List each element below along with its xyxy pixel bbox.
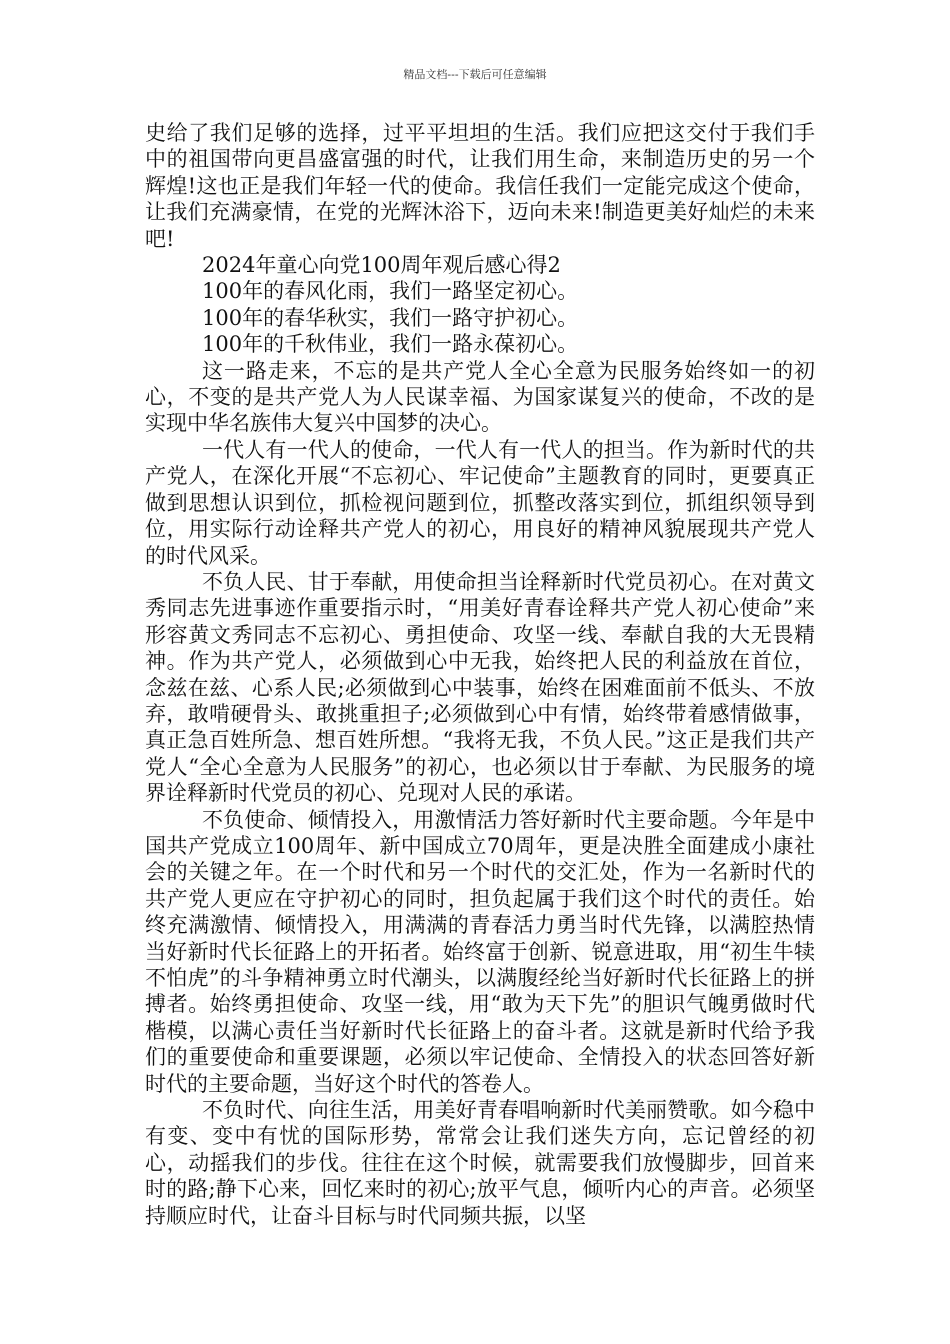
paragraph: 不负人民、甘于奉献，用使命担当诠释新时代党员初心。在对黄文秀同志先进事迹作重要指示时，“用美好青春诠释共产党人初心使命”来形容黄文秀同志不忘初心、勇担使命、攻坚一线、奉献自我的大无畏精神。作为共产党人，必须做到心中无我，始终把人民的利益放在首位，念兹在兹、心系人民;必须做到心中装事，始终在困难面前不低头、不放弃，敢啃硬骨头、敢挑重担子;必须做到心中有情，始终带着感情做事，真正急百姓所急、想百姓所想。“我将无我，不负人民。”这正是我们共产党人“全心全意为人民服务”的初心，也必须以甘于奉献、为民服务的境界诠释新时代党员的初心、兑现对人民的承诺。 [145,569,815,806]
page-header: 精品文档---下载后可任意编辑 [403,68,547,81]
paragraph: 100年的千秋伟业，我们一路永葆初心。 [202,332,579,357]
paragraph: 100年的春风化雨，我们一路坚定初心。 [202,279,579,304]
paragraph: 100年的春华秋实，我们一路守护初心。 [202,305,579,330]
document-body [145,120,815,1229]
paragraph: 一代人有一代人的使命，一代人有一代人的担当。作为新时代的共产党人，在深化开展“不忘初心、牢记使命”主题教育的同时，更要真正做到思想认识到位，抓检视问题到位，抓整改落实到位，抓组织领导到位，用实际行动诠释共产党人的初心，用良好的精神风貌展现共产党人的时代风采。 [145,437,815,568]
paragraph: 不负使命、倾情投入，用激情活力答好新时代主要命题。今年是中国共产党成立100周年、新中国成立70周年，更是决胜全面建成小康社会的关键之年。在一个时代和另一个时代的交汇处，作为一名新时代的共产党人更应在守护初心的同时，担负起属于我们这个时代的责任。始终充满激情、倾情投入，用满满的青春活力勇当时代先锋，以满腔热情当好新时代长征路上的开拓者。始终富于创新、锐意进取，用“初生牛犊不怕虎”的斗争精神勇立时代潮头，以满腹经纶当好新时代长征路上的拼搏者。始终勇担使命、攻坚一线，用“敢为天下先”的胆识气魄勇做时代楷模，以满心责任当好新时代长征路上的奋斗者。这就是新时代给予我们的重要使命和重要课题，必须以牢记使命、全情投入的状态回答好新时代的主要命题，当好这个时代的答卷人。 [145,807,815,1096]
section-heading: 2024年童心向党100周年观后感心得2 [202,253,561,278]
paragraph: 不负时代、向往生活，用美好青春唱响新时代美丽赞歌。如今稳中有变、变中有忧的国际形势，常常会让我们迷失方向，忘记曾经的初心，动摇我们的步伐。往往在这个时候，就需要我们放慢脚步，回首来时的路;静下心来，回忆来时的初心;放平气息，倾听内心的声音。必须坚持顺应时代，让奋斗目标与时代同频共振，以坚 [145,1098,815,1228]
paragraph: 史给了我们足够的选择，过平平坦坦的生活。我们应把这交付于我们手中的祖国带向更昌盛富强的时代，让我们用生命，来制造历史的另一个辉煌!这也正是我们年轻一代的使命。我信任我们一定能完成这个使命，让我们充满豪情，在党的光辉沐浴下，迈向未来!制造更美好灿烂的未来吧! [145,121,815,251]
paragraph: 这一路走来，不忘的是共产党人全心全意为民服务始终如一的初心，不变的是共产党人为人民谋幸福、为国家谋复兴的使命，不改的是实现中华名族伟大复兴中国梦的决心。 [145,358,815,436]
